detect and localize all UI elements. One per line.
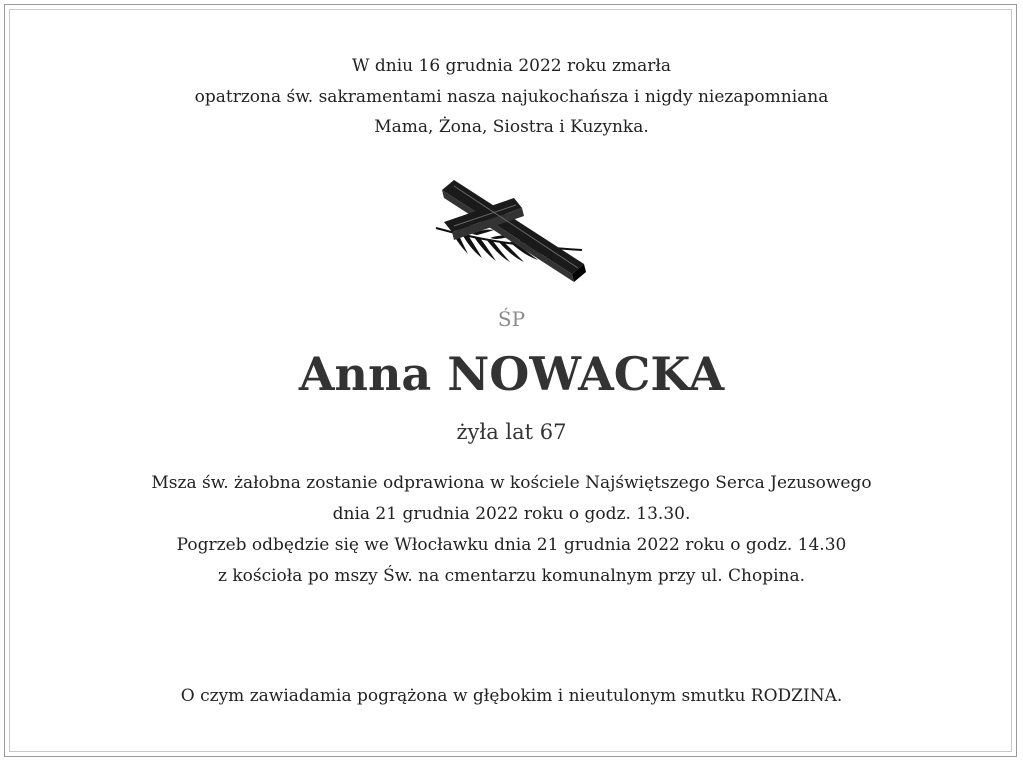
details-line-2: dnia 21 grudnia 2022 roku o godz. 13.30. [332,504,691,524]
age-line: żyła lat 67 [456,420,567,444]
details-line-4: z kościoła po mszy Św. na cmentarzu komunalnym przy ul. Chopina. [217,566,806,586]
deceased-name: Anna NOWACKA [298,347,725,401]
intro-line-3: Mama, Żona, Siostra i Kuzynka. [374,117,649,137]
closing-line: O czym zawiadamia pogrążona w głębokim i nieutulonym smutku RODZINA. [180,686,843,706]
details-line-1: Msza św. żałobna zostanie odprawiona w kościele Najświętszego Serca Jezusowego [151,473,872,493]
sp-prefix: ŚP [497,307,526,331]
intro-line-1: W dniu 16 grudnia 2022 roku zmarła [352,56,671,76]
details-line-3: Pogrzeb odbędzie się we Włocławku dnia 21 grudnia 2022 roku o godz. 14.30 [176,535,847,555]
cross-with-palm-branch-icon [432,176,592,292]
intro-line-2: opatrzona św. sakramentami nasza najukochańsza i nigdy niezapomniana [194,87,829,107]
